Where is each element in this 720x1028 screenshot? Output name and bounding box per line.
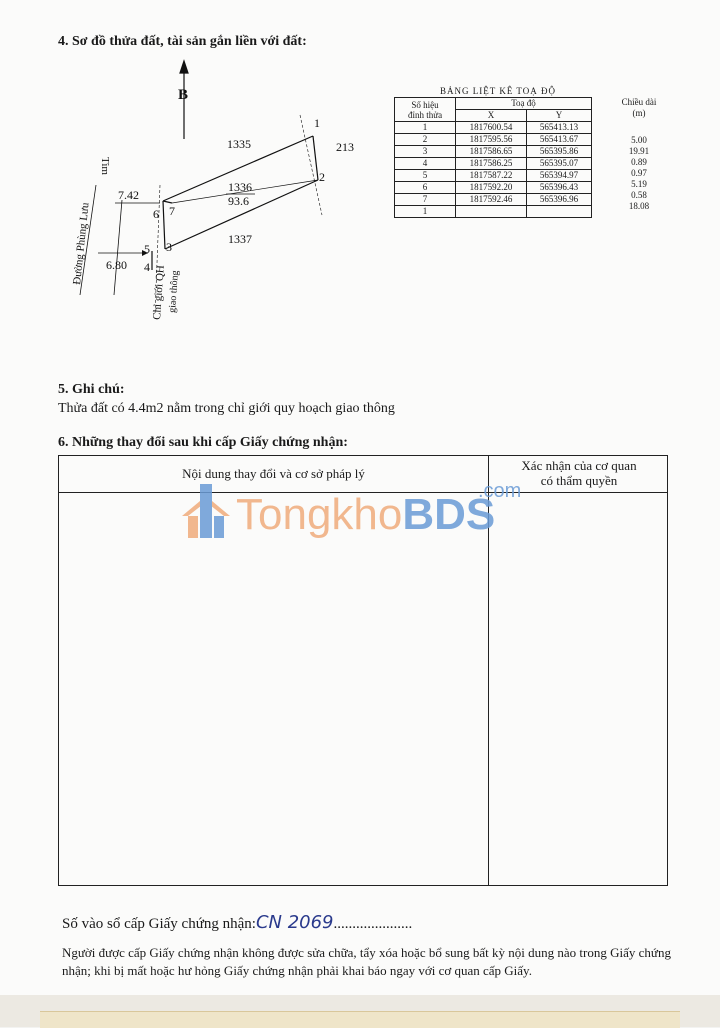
parcel-1336: 1336 (228, 180, 252, 194)
table-row: 4 1817586.25 565395.07 (395, 158, 592, 170)
watermark-domain: .com (478, 480, 522, 502)
watermark (178, 480, 548, 554)
table-row: 2 1817595.56 565413.67 (395, 134, 592, 146)
head-x: X (456, 110, 527, 122)
point-5: 5 (144, 242, 150, 256)
parcel-1337: 1337 (228, 232, 252, 246)
next-page-edge (0, 995, 720, 1027)
confirmation-line-2: có thẩm quyền (540, 473, 618, 488)
coord-table-title: BẢNG LIỆT KÊ TOẠ ĐỘ (440, 86, 556, 96)
length-value: 0.97 (631, 168, 647, 178)
length-value: 0.89 (631, 157, 647, 167)
length-column (612, 97, 666, 212)
head-point-1: Số hiệu (411, 99, 439, 110)
head-point-2: đỉnh thửa (407, 109, 443, 120)
head-length-2: (m) (632, 108, 646, 118)
registry-line (62, 912, 412, 933)
length-value: 0.58 (631, 190, 647, 200)
parcel-213: 213 (336, 140, 354, 154)
dim-742: 7.42 (118, 188, 139, 202)
north-label: B (178, 87, 189, 103)
footer-note: Người được cấp Giấy chứng nhận không được sửa chữa, tẩy xóa hoặc bổ sung bất kỳ nội dung nào trong Giấy chứng nhận; khi bị mất hoặc hư hỏng Giấy chứng nhận phải khai báo ngay với cơ quan cấp Giấy. (62, 945, 671, 978)
head-length-1: Chiều dài (621, 97, 657, 107)
parcel-area: 93.6 (228, 194, 249, 208)
parcel-1335: 1335 (227, 137, 251, 151)
road-edge-2 (114, 200, 122, 295)
registry-dots: ..................... (333, 916, 413, 932)
registry-value: CN 2069 (255, 912, 334, 933)
table-row: 1 (395, 206, 592, 218)
watermark-part2: BDS (402, 490, 496, 539)
table-row: 1 1817600.54 565413.13 (395, 122, 592, 134)
boundary-1-2 (313, 136, 318, 180)
boundary-6-7 (163, 201, 172, 203)
registry-label: Số vào sổ cấp Giấy chứng nhận: (62, 916, 256, 932)
table-row: 6 1817592.20 565396.43 (395, 182, 592, 194)
north-arrow-head (180, 61, 188, 73)
changes-col-content: Nội dung thay đổi và cơ sở pháp lý (182, 466, 365, 481)
section4-title: 4. Sơ đồ thửa đất, tài sản gắn liền với đất: (58, 34, 307, 49)
point-2: 2 (319, 170, 325, 184)
boundary-6-3 (163, 201, 165, 249)
confirmation-line-1: Xác nhận của cơ quan (521, 458, 637, 473)
section6-title: 6. Những thay đổi sau khi cấp Giấy chứng nhận: (58, 435, 348, 450)
length-value: 5.00 (631, 135, 647, 145)
right-boundary (300, 115, 322, 215)
length-value: 18.08 (628, 201, 650, 211)
boundary-label-2: giao thông (167, 270, 181, 314)
table-row: 3 1817586.65 565395.86 (395, 146, 592, 158)
head-coords: Toạ độ (456, 98, 592, 110)
boundary-label-1: Chỉ giới QH (151, 264, 167, 321)
point-7: 7 (169, 204, 175, 218)
coord-table (394, 97, 592, 218)
table-row: 7 1817592.46 565396.96 (395, 194, 592, 206)
head-y: Y (527, 110, 592, 122)
point-3: 3 (166, 240, 172, 254)
table-row: 5 1817587.22 565394.97 (395, 170, 592, 182)
length-value: 5.19 (631, 179, 647, 189)
length-value: 19.91 (628, 146, 650, 156)
section5-title: 5. Ghi chú: (58, 382, 125, 397)
section5-text: Thửa đất có 4.4m2 nằm trong chỉ giới quy hoạch giao thông (58, 401, 395, 416)
dim-680: 6.80 (106, 258, 127, 272)
road-label: Đường Phùng Lưu (71, 201, 92, 286)
house-logo-icon (178, 484, 234, 544)
point-6: 6 (153, 207, 159, 221)
watermark-part1: Tongkho (236, 490, 403, 539)
point-4: 4 (144, 260, 150, 274)
center-label: Tim (99, 157, 111, 175)
parcel-diagram (60, 55, 380, 335)
point-1: 1 (314, 116, 320, 130)
